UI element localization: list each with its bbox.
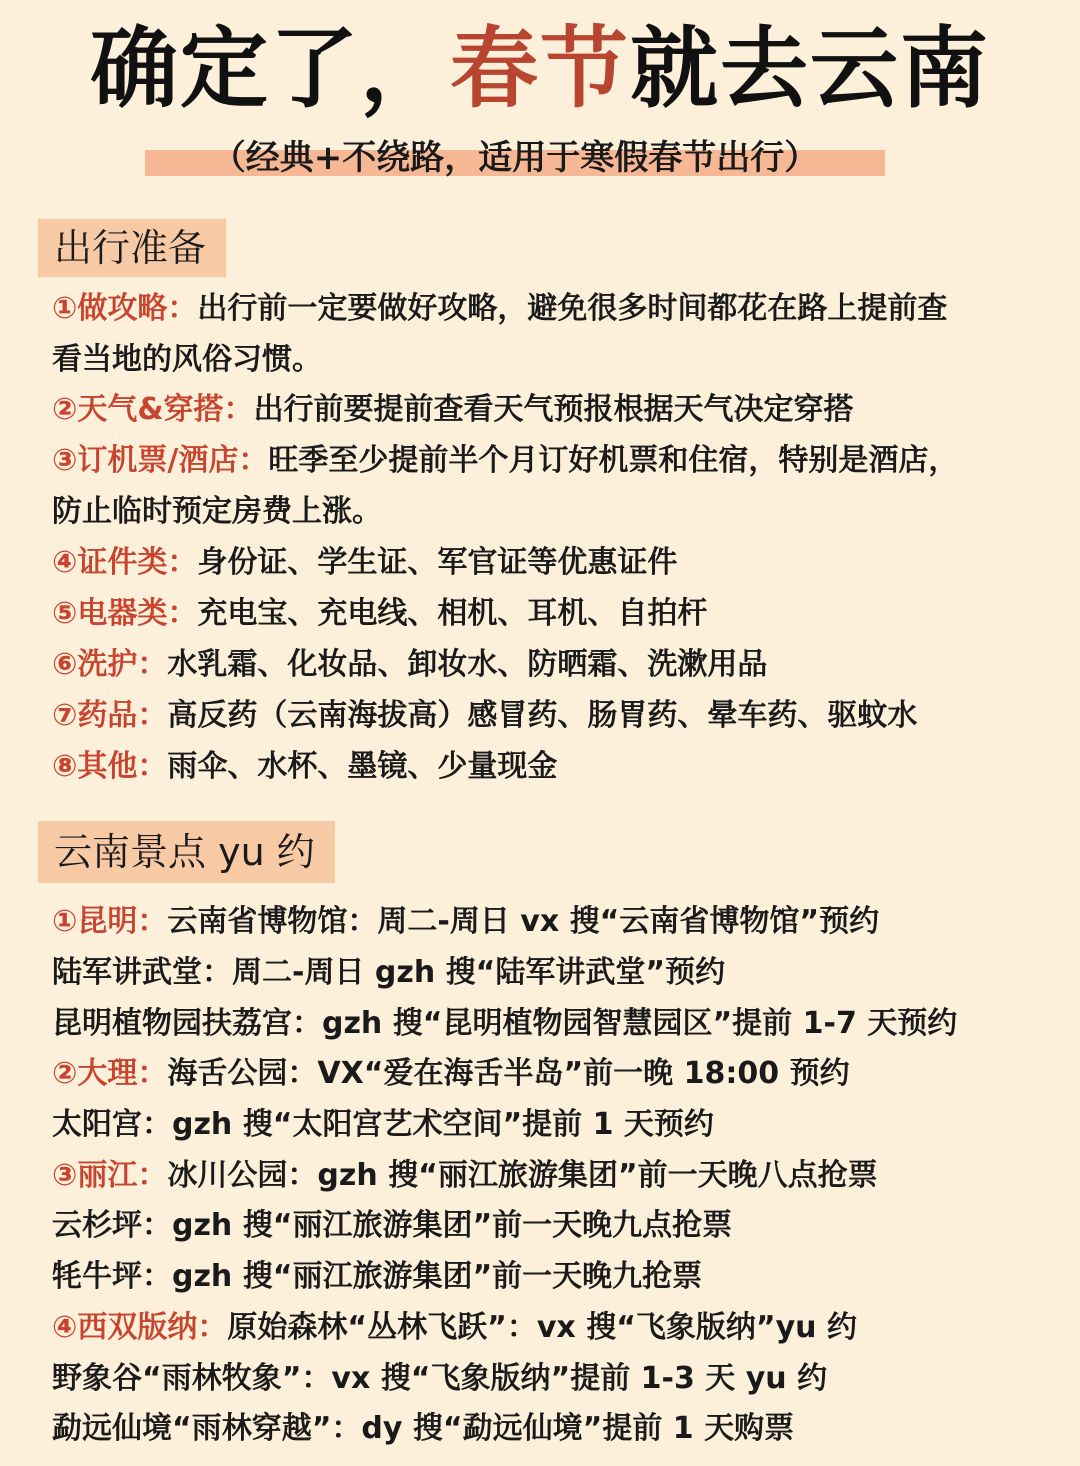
prep-text: 防止临时预定房费上涨。 bbox=[52, 494, 382, 529]
attraction-label: ③丽江： bbox=[52, 1158, 168, 1193]
attraction-text: 昆明植物园扶荔宫：gzh 搜“昆明植物园智慧园区”提前 1-7 天预约 bbox=[52, 1006, 958, 1041]
title-part1: 确定了， bbox=[89, 17, 450, 120]
title-accent: 春节 bbox=[449, 17, 630, 120]
attraction-text: 冰川公园：gzh 搜“丽江旅游集团”前一天晚八点抢票 bbox=[167, 1158, 878, 1193]
prep-line bbox=[52, 289, 947, 329]
attraction-text: 勐远仙境“雨林穿越”：dy 搜“勐远仙境”提前 1 天购票 bbox=[52, 1411, 795, 1446]
prep-label: ⑧其他： bbox=[52, 749, 168, 784]
attraction-text: 海舌公园：VX“爱在海舌半岛”前一晚 18:00 预约 bbox=[167, 1056, 850, 1091]
title-part2: 就去云南 bbox=[630, 17, 991, 120]
attraction-label: ①昆明： bbox=[52, 904, 168, 939]
prep-line bbox=[52, 594, 707, 634]
prep-text: 旺季至少提前半个月订好机票和住宿，特别是酒店， bbox=[268, 443, 959, 478]
prep-text: 出行前一定要做好攻略，避免很多时间都花在路上提前查 bbox=[197, 291, 948, 326]
prep-label: ⑦药品： bbox=[52, 698, 168, 733]
attraction-line bbox=[52, 1004, 957, 1044]
prep-line bbox=[52, 340, 322, 380]
prep-label: ⑤电器类： bbox=[52, 596, 198, 631]
prep-line bbox=[52, 696, 917, 736]
attraction-label: ④西双版纳： bbox=[52, 1310, 228, 1345]
prep-label: ②天气&穿搭： bbox=[52, 392, 254, 427]
attraction-line bbox=[52, 1105, 714, 1145]
attraction-text: 牦牛坪：gzh 搜“丽江旅游集团”前一天晚九抢票 bbox=[52, 1259, 703, 1294]
attraction-line bbox=[52, 953, 725, 993]
prep-text: 高反药（云南海拔高）感冒药、肠胃药、晕车药、驱蚊水 bbox=[167, 698, 918, 733]
prep-label: ③订机票/酒店： bbox=[52, 443, 269, 478]
attraction-line bbox=[52, 1054, 850, 1094]
attraction-text: 云杉坪：gzh 搜“丽江旅游集团”前一天晚九点抢票 bbox=[52, 1208, 733, 1243]
subtitle-block bbox=[145, 136, 885, 180]
attraction-line bbox=[52, 1156, 878, 1196]
subtitle: （经典+不绕路，适用于寒假春节出行） bbox=[211, 138, 819, 178]
prep-text: 充电宝、充电线、相机、耳机、自拍杆 bbox=[197, 596, 708, 631]
attraction-label: ②大理： bbox=[52, 1056, 168, 1091]
prep-line bbox=[52, 747, 557, 787]
attraction-line bbox=[52, 1409, 794, 1449]
prep-text: 看当地的风俗习惯。 bbox=[52, 342, 322, 377]
prep-line bbox=[52, 492, 382, 532]
attraction-line bbox=[52, 902, 879, 942]
attraction-line bbox=[52, 1308, 857, 1348]
section-header-attractions: 云南景点 yu 约 bbox=[38, 821, 335, 883]
prep-line bbox=[52, 543, 677, 583]
prep-label: ④证件类： bbox=[52, 545, 198, 580]
attraction-line bbox=[52, 1359, 827, 1399]
prep-label: ①做攻略： bbox=[52, 291, 198, 326]
attraction-line bbox=[52, 1206, 732, 1246]
attraction-text: 原始森林“丛林飞跃”：vx 搜“飞象版纳”yu 约 bbox=[227, 1310, 857, 1345]
prep-line bbox=[52, 441, 958, 481]
page-title bbox=[0, 14, 1080, 124]
attraction-text: 野象谷“雨林牧象”：vx 搜“飞象版纳”提前 1-3 天 yu 约 bbox=[52, 1361, 828, 1396]
attraction-text: 云南省博物馆：周二-周日 vx 搜“云南省博物馆”预约 bbox=[167, 904, 880, 939]
attraction-line bbox=[52, 1257, 702, 1297]
prep-line bbox=[52, 390, 854, 430]
attraction-text: 太阳宫：gzh 搜“太阳宫艺术空间”提前 1 天预约 bbox=[52, 1107, 714, 1142]
attraction-text: 陆军讲武堂：周二-周日 gzh 搜“陆军讲武堂”预约 bbox=[52, 955, 726, 990]
prep-text: 身份证、学生证、军官证等优惠证件 bbox=[197, 545, 678, 580]
section-header-travel-prep: 出行准备 bbox=[38, 219, 226, 277]
prep-line bbox=[52, 645, 767, 685]
prep-text: 出行前要提前查看天气预报根据天气决定穿搭 bbox=[253, 392, 854, 427]
prep-text: 水乳霜、化妆品、卸妆水、防晒霜、洗漱用品 bbox=[167, 647, 768, 682]
prep-text: 雨伞、水杯、墨镜、少量现金 bbox=[167, 749, 558, 784]
prep-label: ⑥洗护： bbox=[52, 647, 168, 682]
